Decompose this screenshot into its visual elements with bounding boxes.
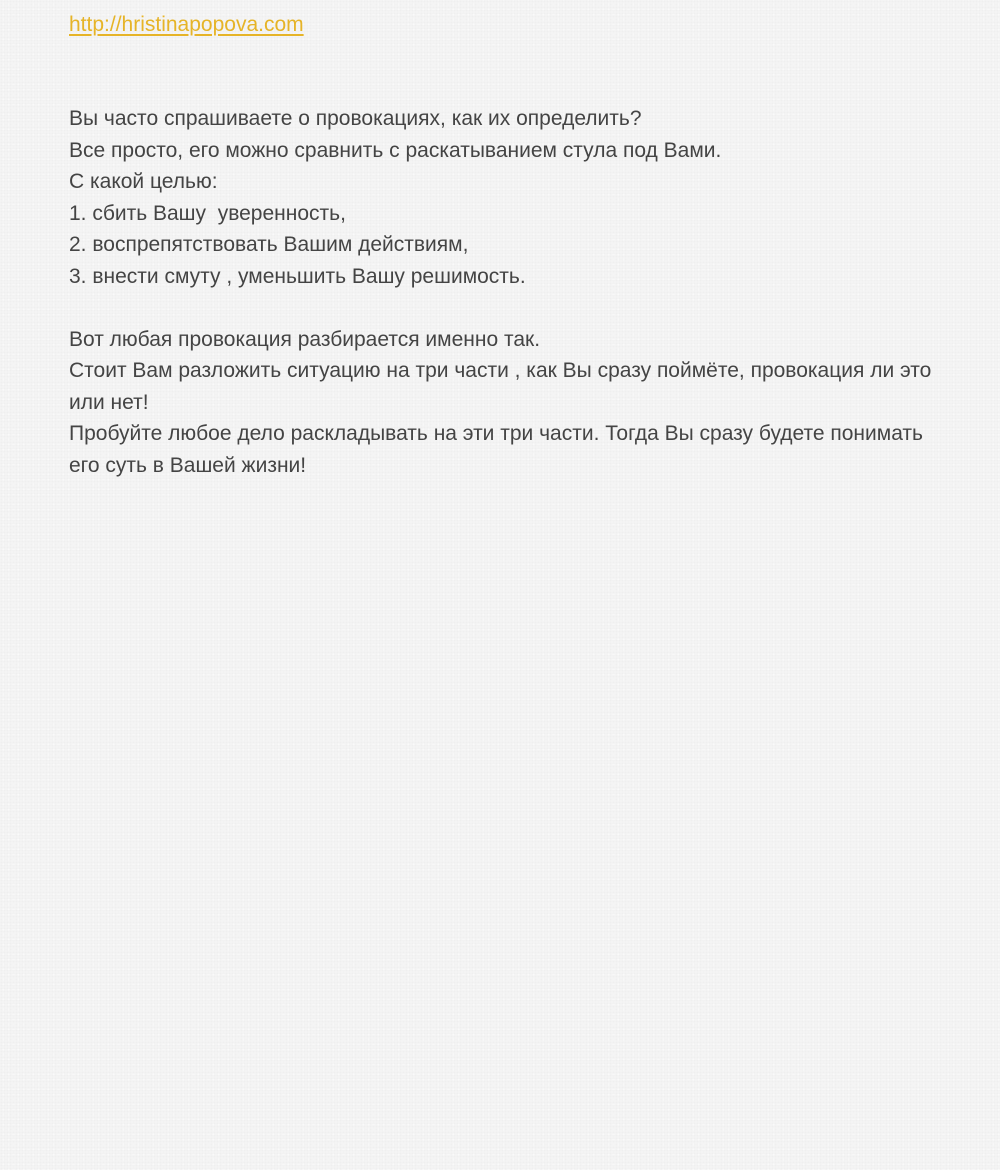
note-body [69, 103, 939, 481]
note-content [69, 9, 939, 481]
paragraph-gap [69, 292, 939, 324]
text-line: Вы часто спрашиваете о провокациях, как их определить? [69, 107, 642, 130]
text-line: Все просто, его можно сравнить с раскатыванием стула под Вами. [69, 138, 722, 162]
list-item: 2. воспрепятствовать Вашим действиям, [69, 233, 469, 256]
text-line: Вот любая провокация разбирается именно так. [69, 327, 541, 351]
list-item: 1. сбить Вашу уверенность, [69, 201, 346, 225]
website-link[interactable]: http://hristinapopova.com [69, 13, 304, 36]
text-line: С какой целью: [69, 170, 218, 193]
text-line: Стоит Вам разложить ситуацию на три части , как Вы сразу поймёте, провокация ли это или нет! [69, 359, 932, 414]
text-line: Пробуйте любое дело раскладывать на эти три части. Тогда Вы сразу будете понимать его суть в Вашей жизни! [69, 422, 923, 477]
list-item: 3. внести смуту , уменьшить Вашу решимость. [69, 264, 526, 288]
